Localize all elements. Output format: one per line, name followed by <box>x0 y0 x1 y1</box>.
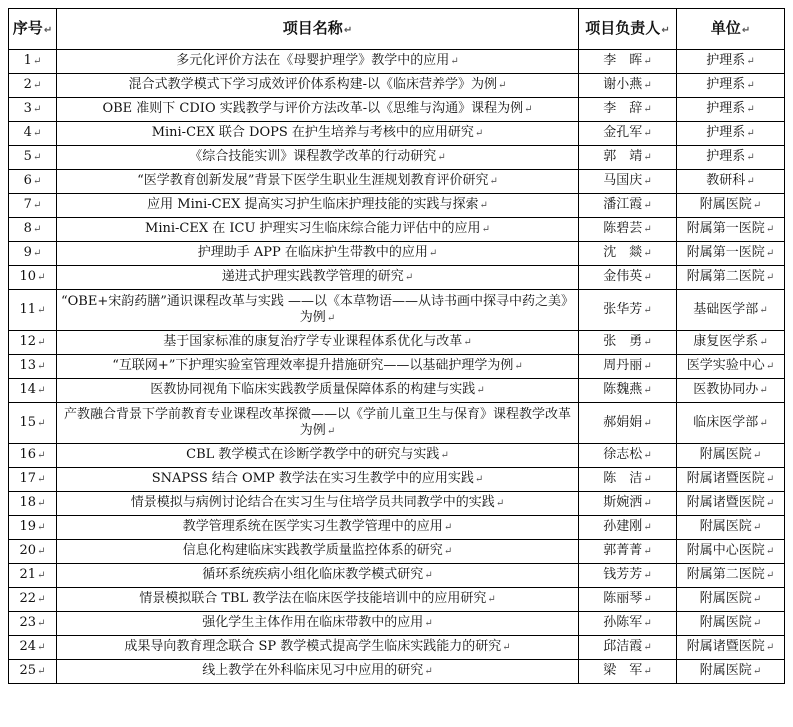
paragraph-mark-icon: ↵ <box>463 337 472 348</box>
cell-leader: 陈碧芸↵ <box>579 218 677 242</box>
table-row <box>9 331 785 355</box>
table-row <box>9 660 785 684</box>
table-row <box>9 242 785 266</box>
cell-no: 20↵ <box>9 540 57 564</box>
table-row <box>9 122 785 146</box>
cell-unit: 教研科↵ <box>677 170 785 194</box>
table-body <box>9 50 785 684</box>
paragraph-mark-icon: ↵ <box>759 385 768 396</box>
paragraph-mark-icon: ↵ <box>437 152 446 163</box>
paragraph-mark-icon: ↵ <box>440 450 449 461</box>
paragraph-mark-icon: ↵ <box>643 474 652 485</box>
cell-title: “OBE+宋韵药膳”通识课程改革与实践 ——以《本草物语——从诗书画中探寻中药之美》为例↵ <box>57 290 579 331</box>
paragraph-mark-icon: ↵ <box>765 224 775 235</box>
paragraph-mark-icon: ↵ <box>37 546 46 557</box>
paragraph-mark-icon: ↵ <box>37 594 46 605</box>
cell-leader: 梁 军↵ <box>579 660 677 684</box>
table-row <box>9 612 785 636</box>
paragraph-mark-icon: ↵ <box>428 248 438 259</box>
paragraph-mark-icon: ↵ <box>326 425 336 437</box>
paragraph-mark-icon: ↵ <box>424 570 433 581</box>
cell-leader: 马国庆↵ <box>579 170 677 194</box>
cell-no: 5↵ <box>9 146 57 170</box>
paragraph-mark-icon: ↵ <box>502 642 511 653</box>
table-row <box>9 379 785 403</box>
cell-unit: 附属医院↵ <box>677 194 785 218</box>
cell-no: 22↵ <box>9 588 57 612</box>
paragraph-mark-icon: ↵ <box>643 337 652 348</box>
cell-no: 13↵ <box>9 355 57 379</box>
cell-unit: 护理系↵ <box>677 98 785 122</box>
paragraph-mark-icon: ↵ <box>43 24 53 36</box>
cell-title: CBL 教学模式在诊断学教学中的研究与实践↵ <box>57 444 579 468</box>
cell-title: 成果导向教育理念联合 SP 教学模式提高学生临床实践能力的研究↵ <box>57 636 579 660</box>
header-leader: 项目负责人↵ <box>579 9 677 50</box>
paragraph-mark-icon: ↵ <box>765 570 775 581</box>
paragraph-mark-icon: ↵ <box>746 104 755 115</box>
paragraph-mark-icon: ↵ <box>759 304 768 316</box>
paragraph-mark-icon: ↵ <box>752 594 762 605</box>
cell-unit: 附属第二医院↵ <box>677 266 785 290</box>
cell-leader: 郭菁菁↵ <box>579 540 677 564</box>
paragraph-mark-icon: ↵ <box>32 80 42 91</box>
cell-unit: 附属第二医院↵ <box>677 564 785 588</box>
table-row <box>9 492 785 516</box>
table-row <box>9 170 785 194</box>
cell-unit: 护理系↵ <box>677 146 785 170</box>
paragraph-mark-icon: ↵ <box>404 272 414 283</box>
table-row <box>9 194 785 218</box>
table-row <box>9 588 785 612</box>
table-row <box>9 403 785 444</box>
cell-title: 医教协同视角下临床实践教学质量保障体系的构建与实践↵ <box>57 379 579 403</box>
cell-leader: 邱洁霞↵ <box>579 636 677 660</box>
paragraph-mark-icon: ↵ <box>37 304 46 316</box>
table-row <box>9 564 785 588</box>
cell-title: OBE 准则下 CDIO 实践教学与评价方法改革-以《思维与沟通》课程为例↵ <box>57 98 579 122</box>
paragraph-mark-icon: ↵ <box>514 361 523 372</box>
paragraph-mark-icon: ↵ <box>765 642 775 653</box>
paragraph-mark-icon: ↵ <box>765 361 775 372</box>
paragraph-mark-icon: ↵ <box>765 248 775 259</box>
table-row <box>9 146 785 170</box>
cell-leader: 金伟英↵ <box>579 266 677 290</box>
cell-leader: 沈 燚↵ <box>579 242 677 266</box>
cell-no: 12↵ <box>9 331 57 355</box>
paragraph-mark-icon: ↵ <box>752 200 762 211</box>
paragraph-mark-icon: ↵ <box>37 522 46 533</box>
cell-leader: 孙陈军↵ <box>579 612 677 636</box>
cell-no: 4↵ <box>9 122 57 146</box>
paragraph-mark-icon: ↵ <box>643 200 652 211</box>
cell-unit: 医学实验中心↵ <box>677 355 785 379</box>
paragraph-mark-icon: ↵ <box>643 546 652 557</box>
paragraph-mark-icon: ↵ <box>643 224 652 235</box>
cell-unit: 康复医学系↵ <box>677 331 785 355</box>
paragraph-mark-icon: ↵ <box>643 570 652 581</box>
project-table <box>8 8 785 684</box>
paragraph-mark-icon: ↵ <box>643 176 652 187</box>
paragraph-mark-icon: ↵ <box>752 450 762 461</box>
paragraph-mark-icon: ↵ <box>746 56 755 67</box>
paragraph-mark-icon: ↵ <box>37 417 46 429</box>
table-row <box>9 355 785 379</box>
cell-title: “互联网+”下护理实验室管理效率提升措施研究——以基础护理学为例↵ <box>57 355 579 379</box>
cell-no: 14↵ <box>9 379 57 403</box>
paragraph-mark-icon: ↵ <box>759 337 768 348</box>
cell-leader: 斯婉洒↵ <box>579 492 677 516</box>
cell-no: 10↵ <box>9 266 57 290</box>
cell-title: 递进式护理实践教学管理的研究↵ <box>57 266 579 290</box>
cell-leader: 谢小燕↵ <box>579 74 677 98</box>
table-row <box>9 540 785 564</box>
paragraph-mark-icon: ↵ <box>524 104 533 115</box>
paragraph-mark-icon: ↵ <box>643 666 652 677</box>
paragraph-mark-icon: ↵ <box>746 128 755 139</box>
paragraph-mark-icon: ↵ <box>37 666 46 677</box>
paragraph-mark-icon: ↵ <box>326 312 336 324</box>
cell-leader: 周丹丽↵ <box>579 355 677 379</box>
paragraph-mark-icon: ↵ <box>643 618 652 629</box>
cell-title: 《综合技能实训》课程教学改革的行动研究↵ <box>57 146 579 170</box>
paragraph-mark-icon: ↵ <box>37 385 46 396</box>
cell-leader: 陈 洁↵ <box>579 468 677 492</box>
paragraph-mark-icon: ↵ <box>498 80 507 91</box>
paragraph-mark-icon: ↵ <box>37 498 46 509</box>
paragraph-mark-icon: ↵ <box>741 24 751 36</box>
paragraph-mark-icon: ↵ <box>643 128 652 139</box>
paragraph-mark-icon: ↵ <box>474 128 484 139</box>
table-row <box>9 636 785 660</box>
cell-no: 8↵ <box>9 218 57 242</box>
cell-leader: 孙建刚↵ <box>579 516 677 540</box>
header-no: 序号↵ <box>9 9 57 50</box>
cell-title: 情景模拟与病例讨论结合在实习生与住培学员共同教学中的实践↵ <box>57 492 579 516</box>
paragraph-mark-icon: ↵ <box>424 666 433 677</box>
paragraph-mark-icon: ↵ <box>481 224 490 235</box>
table-row <box>9 468 785 492</box>
paragraph-mark-icon: ↵ <box>424 618 433 629</box>
cell-unit: 附属医院↵ <box>677 612 785 636</box>
paragraph-mark-icon: ↵ <box>765 498 775 509</box>
cell-unit: 附属第一医院↵ <box>677 242 785 266</box>
paragraph-mark-icon: ↵ <box>32 200 42 211</box>
cell-no: 21↵ <box>9 564 57 588</box>
paragraph-mark-icon: ↵ <box>479 200 488 211</box>
cell-unit: 护理系↵ <box>677 74 785 98</box>
cell-title: 循环系统疾病小组化临床教学模式研究↵ <box>57 564 579 588</box>
paragraph-mark-icon: ↵ <box>643 56 652 67</box>
paragraph-mark-icon: ↵ <box>752 666 762 677</box>
cell-leader: 陈丽琴↵ <box>579 588 677 612</box>
paragraph-mark-icon: ↵ <box>487 594 496 605</box>
cell-leader: 钱芳芳↵ <box>579 564 677 588</box>
paragraph-mark-icon: ↵ <box>643 417 652 429</box>
cell-no: 19↵ <box>9 516 57 540</box>
cell-no: 3↵ <box>9 98 57 122</box>
cell-unit: 护理系↵ <box>677 122 785 146</box>
cell-leader: 陈魏燕↵ <box>579 379 677 403</box>
paragraph-mark-icon: ↵ <box>752 618 762 629</box>
cell-no: 1↵ <box>9 50 57 74</box>
cell-no: 2↵ <box>9 74 57 98</box>
paragraph-mark-icon: ↵ <box>661 24 670 36</box>
paragraph-mark-icon: ↵ <box>643 152 652 163</box>
paragraph-mark-icon: ↵ <box>37 361 46 372</box>
cell-leader: 张 勇↵ <box>579 331 677 355</box>
paragraph-mark-icon: ↵ <box>450 56 459 67</box>
cell-leader: 李 辞↵ <box>579 98 677 122</box>
table-row <box>9 218 785 242</box>
cell-title: “医学教育创新发展”背景下医学生职业生涯规划教育评价研究↵ <box>57 170 579 194</box>
cell-no: 23↵ <box>9 612 57 636</box>
cell-leader: 张华芳↵ <box>579 290 677 331</box>
cell-leader: 郭 靖↵ <box>579 146 677 170</box>
cell-title: 基于国家标准的康复治疗学专业课程体系优化与改革↵ <box>57 331 579 355</box>
cell-no: 11↵ <box>9 290 57 331</box>
paragraph-mark-icon: ↵ <box>37 337 46 348</box>
cell-unit: 附属诸暨医院↵ <box>677 636 785 660</box>
cell-no: 24↵ <box>9 636 57 660</box>
paragraph-mark-icon: ↵ <box>32 128 42 139</box>
cell-title: 线上教学在外科临床见习中应用的研究↵ <box>57 660 579 684</box>
paragraph-mark-icon: ↵ <box>759 417 768 429</box>
cell-unit: 附属医院↵ <box>677 660 785 684</box>
cell-title: 教学管理系统在医学实习生教学管理中的应用↵ <box>57 516 579 540</box>
table-row <box>9 266 785 290</box>
paragraph-mark-icon: ↵ <box>32 248 42 259</box>
paragraph-mark-icon: ↵ <box>643 104 652 115</box>
cell-unit: 基础医学部↵ <box>677 290 785 331</box>
cell-title: 信息化构建临床实践教学质量监控体系的研究↵ <box>57 540 579 564</box>
paragraph-mark-icon: ↵ <box>746 80 755 91</box>
paragraph-mark-icon: ↵ <box>32 176 42 187</box>
paragraph-mark-icon: ↵ <box>37 618 46 629</box>
cell-unit: 护理系↵ <box>677 50 785 74</box>
paragraph-mark-icon: ↵ <box>343 24 353 36</box>
paragraph-mark-icon: ↵ <box>37 570 46 581</box>
header-row <box>9 9 785 50</box>
cell-title: 应用 Mini-CEX 提高实习护生临床护理技能的实践与探索↵ <box>57 194 579 218</box>
cell-leader: 徐志松↵ <box>579 444 677 468</box>
paragraph-mark-icon: ↵ <box>643 642 652 653</box>
cell-unit: 医教协同办↵ <box>677 379 785 403</box>
cell-title: 多元化评价方法在《母婴护理学》教学中的应用↵ <box>57 50 579 74</box>
cell-title: 护理助手 APP 在临床护生带教中的应用↵ <box>57 242 579 266</box>
paragraph-mark-icon: ↵ <box>476 385 485 396</box>
header-unit: 单位↵ <box>677 9 785 50</box>
cell-title: 情景模拟联合 TBL 教学法在临床医学技能培训中的应用研究↵ <box>57 588 579 612</box>
cell-no: 16↵ <box>9 444 57 468</box>
paragraph-mark-icon: ↵ <box>643 522 652 533</box>
cell-title: Mini-CEX 在 ICU 护理实习生临床综合能力评估中的应用↵ <box>57 218 579 242</box>
cell-no: 17↵ <box>9 468 57 492</box>
paragraph-mark-icon: ↵ <box>495 498 505 509</box>
table-row <box>9 50 785 74</box>
paragraph-mark-icon: ↵ <box>489 176 498 187</box>
paragraph-mark-icon: ↵ <box>765 546 775 557</box>
table-row <box>9 516 785 540</box>
cell-no: 25↵ <box>9 660 57 684</box>
cell-unit: 临床医学部↵ <box>677 403 785 444</box>
cell-unit: 附属诸暨医院↵ <box>677 492 785 516</box>
paragraph-mark-icon: ↵ <box>32 224 42 235</box>
cell-unit: 附属中心医院↵ <box>677 540 785 564</box>
table-row <box>9 290 785 331</box>
cell-unit: 附属第一医院↵ <box>677 218 785 242</box>
table-row <box>9 444 785 468</box>
paragraph-mark-icon: ↵ <box>37 474 46 485</box>
cell-no: 6↵ <box>9 170 57 194</box>
paragraph-mark-icon: ↵ <box>443 546 453 557</box>
paragraph-mark-icon: ↵ <box>32 152 42 163</box>
cell-unit: 附属诸暨医院↵ <box>677 468 785 492</box>
paragraph-mark-icon: ↵ <box>443 522 453 533</box>
paragraph-mark-icon: ↵ <box>643 248 652 259</box>
paragraph-mark-icon: ↵ <box>643 304 652 316</box>
cell-title: 混合式教学模式下学习成效评价体系构建-以《临床营养学》为例↵ <box>57 74 579 98</box>
cell-unit: 附属医院↵ <box>677 588 785 612</box>
cell-leader: 郝娟娟↵ <box>579 403 677 444</box>
paragraph-mark-icon: ↵ <box>643 80 652 91</box>
paragraph-mark-icon: ↵ <box>474 474 484 485</box>
cell-no: 15↵ <box>9 403 57 444</box>
paragraph-mark-icon: ↵ <box>32 56 42 67</box>
cell-unit: 附属医院↵ <box>677 516 785 540</box>
paragraph-mark-icon: ↵ <box>37 450 46 461</box>
paragraph-mark-icon: ↵ <box>643 450 652 461</box>
table-row <box>9 74 785 98</box>
paragraph-mark-icon: ↵ <box>746 152 755 163</box>
cell-leader: 李 晖↵ <box>579 50 677 74</box>
paragraph-mark-icon: ↵ <box>32 104 42 115</box>
paragraph-mark-icon: ↵ <box>37 272 46 283</box>
cell-title: 强化学生主体作用在临床带教中的应用↵ <box>57 612 579 636</box>
cell-no: 18↵ <box>9 492 57 516</box>
cell-unit: 附属医院↵ <box>677 444 785 468</box>
paragraph-mark-icon: ↵ <box>765 272 775 283</box>
paragraph-mark-icon: ↵ <box>643 272 652 283</box>
header-title: 项目名称↵ <box>57 9 579 50</box>
paragraph-mark-icon: ↵ <box>765 474 775 485</box>
paragraph-mark-icon: ↵ <box>643 385 652 396</box>
paragraph-mark-icon: ↵ <box>37 642 46 653</box>
paragraph-mark-icon: ↵ <box>746 176 755 187</box>
paragraph-mark-icon: ↵ <box>643 361 652 372</box>
cell-title: 产教融合背景下学前教育专业课程改革探微——以《学前儿童卫生与保育》课程教学改革为例↵ <box>57 403 579 444</box>
cell-no: 9↵ <box>9 242 57 266</box>
cell-title: Mini-CEX 联合 DOPS 在护生培养与考核中的应用研究↵ <box>57 122 579 146</box>
cell-title: SNAPSS 结合 OMP 教学法在实习生教学中的应用实践↵ <box>57 468 579 492</box>
cell-no: 7↵ <box>9 194 57 218</box>
paragraph-mark-icon: ↵ <box>643 594 652 605</box>
cell-leader: 潘江霞↵ <box>579 194 677 218</box>
table-row <box>9 98 785 122</box>
cell-leader: 金孔军↵ <box>579 122 677 146</box>
paragraph-mark-icon: ↵ <box>643 498 652 509</box>
paragraph-mark-icon: ↵ <box>752 522 762 533</box>
